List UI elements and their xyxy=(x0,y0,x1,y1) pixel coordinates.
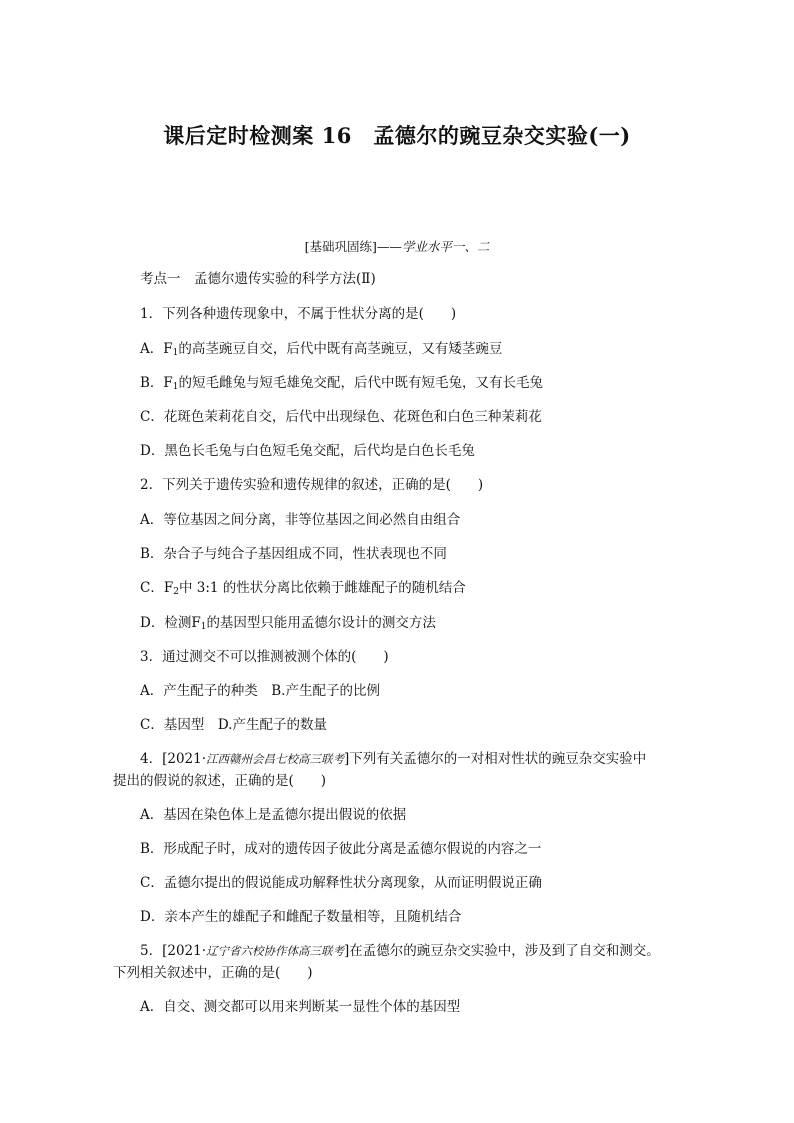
q5-stem-cont: 下列相关叙述中，正确的是( ) xyxy=(113,965,313,981)
q4-stem xyxy=(140,750,646,768)
q1-a-sub: 1 xyxy=(172,348,179,358)
q1-b-prefix: B．F xyxy=(140,375,173,391)
q1-b-sub: 1 xyxy=(172,382,179,392)
q4-number: 4．[2021· xyxy=(140,751,207,767)
q1-option-d: D．黑色长毛兔与白色短毛兔交配，后代均是白色长毛兔 xyxy=(140,443,475,459)
q4-option-a: A．基因在染色体上是孟德尔提出假说的依据 xyxy=(140,807,407,823)
q3-stem: 3．通过测交不可以推测被测个体的( ) xyxy=(140,649,389,665)
q4-option-d: D．亲本产生的雄配子和雌配子数量相等，且随机结合 xyxy=(140,909,462,925)
section-bracket: [基础巩固练]—— xyxy=(304,239,402,254)
q5-source: 辽宁省六校协作体高三联考 xyxy=(206,944,345,958)
q5-option-a: A．自交、测交都可以用来判断某一显性个体的基因型 xyxy=(140,999,461,1015)
section-heading xyxy=(0,237,794,255)
q2-c-prefix: C．F xyxy=(140,580,174,596)
q2-d-prefix: D．检测F xyxy=(140,615,201,631)
q5-stem-text: ]在孟德尔的豌豆杂交实验中，涉及到了自交和测交。 xyxy=(344,943,660,959)
q2-option-c xyxy=(140,579,466,597)
section-level: 学业水平一、二 xyxy=(401,239,490,254)
q1-a-text: 的高茎豌豆自交，后代中既有高茎豌豆，又有矮茎豌豆 xyxy=(178,341,503,357)
page-title: 课后定时检测案 16 孟德尔的豌豆杂交实验(一) xyxy=(163,123,631,148)
q4-option-b: B．形成配子时，成对的遗传因子彼此分离是孟德尔假说的内容之一 xyxy=(140,841,542,857)
q1-stem: 1．下列各种遗传现象中，不属于性状分离的是( ) xyxy=(140,306,457,322)
q4-option-c: C．孟德尔提出的假说能成功解释性状分离现象，从而证明假说正确 xyxy=(140,875,542,891)
q2-c-sub: 2 xyxy=(173,587,179,597)
q1-option-a xyxy=(140,340,502,358)
q2-c-text: 中 3:1 的性状分离比依赖于雌雄配子的随机结合 xyxy=(178,580,466,596)
q4-stem-cont: 提出的假说的叙述，正确的是( ) xyxy=(113,773,327,789)
kaodian-heading: 考点一 孟德尔遗传实验的科学方法(Ⅱ) xyxy=(140,271,376,287)
q5-number: 5．[2021· xyxy=(140,943,207,959)
q3-options-ab: A．产生配子的种类 B.产生配子的比例 xyxy=(140,683,380,699)
q1-option-c: C．花斑色茉莉花自交，后代中出现绿色、花斑色和白色三种茉莉花 xyxy=(140,409,542,425)
q4-stem-text: ]下列有关孟德尔的一对相对性状的豌豆杂交实验中 xyxy=(344,751,647,767)
q2-d-text: 的基因型只能用孟德尔设计的测交方法 xyxy=(206,615,436,631)
q3-options-cd: C．基因型 D.产生配子的数量 xyxy=(140,717,327,733)
q5-stem xyxy=(140,942,660,960)
q1-a-prefix: A．F xyxy=(140,341,173,357)
q4-source: 江西赣州会昌七校高三联考 xyxy=(206,752,345,766)
q2-option-b: B．杂合子与纯合子基因组成不同，性状表现也不同 xyxy=(140,546,447,562)
q1-option-b xyxy=(140,374,543,392)
q2-option-a: A．等位基因之间分离，非等位基因之间必然自由组合 xyxy=(140,512,461,528)
q2-option-d xyxy=(140,614,436,632)
q2-d-sub: 1 xyxy=(200,622,207,632)
q1-b-text: 的短毛雌兔与短毛雄兔交配，后代中既有短毛兔，又有长毛兔 xyxy=(178,375,544,391)
q2-stem: 2．下列关于遗传实验和遗传规律的叙述，正确的是( ) xyxy=(140,477,484,493)
